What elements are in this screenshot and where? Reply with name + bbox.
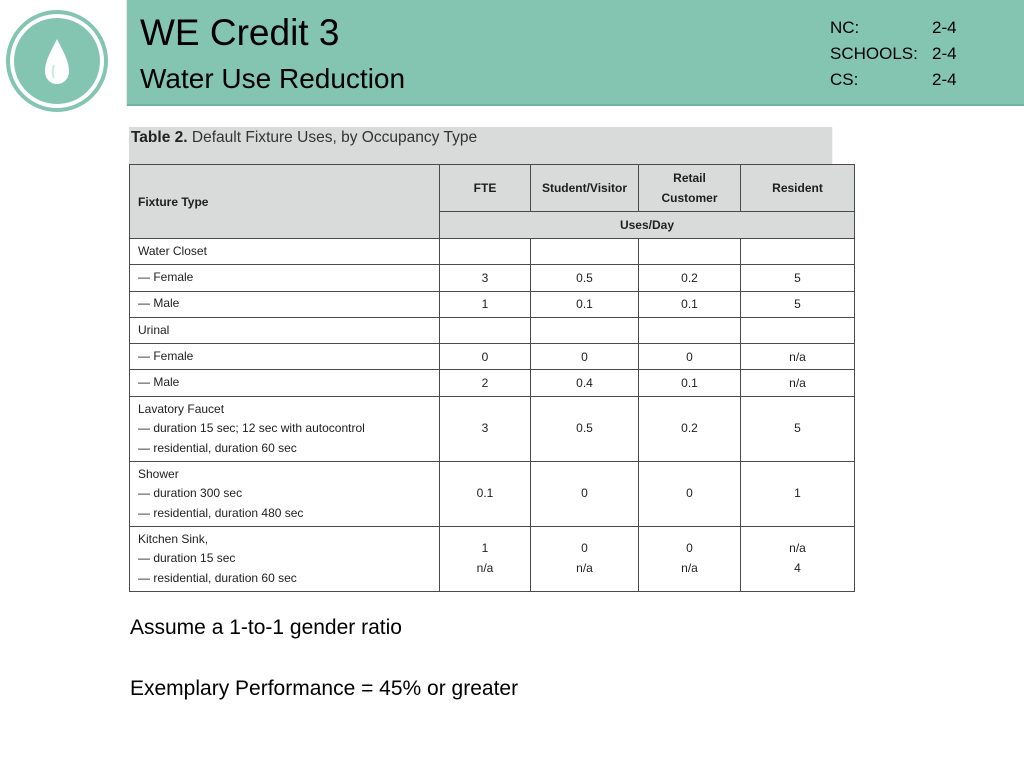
uses-value-cell: 5: [741, 291, 855, 317]
table-row: [130, 265, 855, 291]
fixture-uses-table-image: [129, 127, 854, 592]
header-retail-customer: Retail Customer: [639, 165, 741, 212]
fixture-label-line: Urinal: [138, 322, 170, 337]
uses-value-cell: 0.1: [531, 291, 639, 317]
fixture-type-cell: [130, 291, 440, 317]
table-row: [130, 291, 855, 317]
fixture-label-line: — residential, duration 60 sec: [138, 440, 297, 455]
uses-value-cell: 0 n/a: [531, 526, 639, 591]
exemplary-performance-note: Exemplary Performance = 45% or greater: [130, 677, 519, 700]
uses-value-cell: 0: [440, 344, 531, 370]
uses-value-cell: 0: [531, 344, 639, 370]
fixture-label-line: — Male: [138, 375, 180, 390]
uses-value-cell: [639, 317, 741, 343]
fixture-label-line: Lavatory Faucet: [138, 401, 225, 416]
credit-value: 2-4: [932, 18, 957, 37]
fixture-label-line: — Female: [138, 349, 194, 364]
uses-value-cell: 3: [440, 396, 531, 461]
uses-value-cell: 0.2: [639, 396, 741, 461]
uses-value-cell: 5: [741, 396, 855, 461]
uses-value-cell: 3: [440, 265, 531, 291]
notes: [130, 614, 518, 736]
uses-value-cell: 0.4: [531, 370, 639, 396]
credit-label: NC:: [830, 18, 860, 37]
uses-value-cell: 2: [440, 370, 531, 396]
fixture-label-line: Water Closet: [138, 243, 207, 258]
credit-label: CS:: [830, 70, 859, 89]
credit-row-nc: [830, 15, 957, 41]
fixture-label-line: — residential, duration 480 sec: [138, 505, 304, 520]
table-row: [130, 370, 855, 396]
fixture-label-line: Kitchen Sink,: [138, 531, 209, 546]
uses-value-cell: 0: [639, 461, 741, 526]
table-caption-prefix: Table 2.: [130, 129, 188, 146]
fixture-label-line: — Male: [138, 296, 180, 311]
uses-value-cell: 0.2: [639, 265, 741, 291]
slide-header: [127, 0, 1024, 106]
credit-value: 2-4: [932, 70, 957, 89]
table-row: [130, 239, 855, 265]
header-fte: FTE: [440, 165, 531, 212]
credit-value: 2-4: [932, 44, 957, 63]
uses-value-cell: 0.5: [531, 265, 639, 291]
table-row: [130, 317, 855, 343]
fixture-type-cell: [130, 265, 440, 291]
credit-row-schools: [830, 41, 957, 67]
uses-value-cell: [639, 239, 741, 265]
gender-ratio-note: Assume a 1-to-1 gender ratio: [130, 616, 402, 639]
header-fixture-type: Fixture Type: [130, 165, 440, 239]
fixture-uses-table: [129, 164, 855, 592]
uses-value-cell: [531, 317, 639, 343]
uses-value-cell: 0: [531, 461, 639, 526]
fixture-type-cell: [130, 239, 440, 265]
uses-value-cell: [531, 239, 639, 265]
table-body: [130, 239, 855, 592]
page-subtitle: Water Use Reduction: [140, 63, 406, 94]
uses-value-cell: 1: [440, 291, 531, 317]
table-row: [130, 344, 855, 370]
fixture-label-line: Shower: [138, 466, 179, 481]
uses-value-cell: 1 n/a: [440, 526, 531, 591]
table-caption: [129, 127, 832, 164]
credit-points: [830, 15, 957, 93]
credit-row-cs: [830, 67, 957, 93]
logo: [0, 0, 128, 106]
uses-value-cell: n/a 4: [741, 526, 855, 591]
uses-value-cell: 5: [741, 265, 855, 291]
table-row: [130, 461, 855, 526]
water-drop-icon: [3, 7, 111, 115]
uses-value-cell: [741, 317, 855, 343]
uses-value-cell: n/a: [741, 370, 855, 396]
fixture-label-line: — duration 300 sec: [138, 486, 243, 501]
fixture-type-cell: [130, 396, 440, 461]
uses-value-cell: 0.1: [440, 461, 531, 526]
header-student-visitor: Student/Visitor: [531, 165, 639, 212]
uses-value-cell: 0.1: [639, 291, 741, 317]
uses-value-cell: [440, 317, 531, 343]
fixture-type-cell: [130, 317, 440, 343]
uses-value-cell: 0.5: [531, 396, 639, 461]
uses-value-cell: 1: [741, 461, 855, 526]
fixture-type-cell: [130, 370, 440, 396]
header-uses-per-day: Uses/Day: [440, 212, 855, 239]
uses-value-cell: 0.1: [639, 370, 741, 396]
fixture-type-cell: [130, 461, 440, 526]
credit-label: SCHOOLS:: [830, 44, 918, 63]
fixture-type-cell: [130, 526, 440, 591]
uses-value-cell: [741, 239, 855, 265]
page-title: WE Credit 3: [140, 12, 340, 53]
uses-value-cell: 0 n/a: [639, 526, 741, 591]
uses-value-cell: 0: [639, 344, 741, 370]
fixture-label-line: — duration 15 sec: [138, 551, 236, 566]
table-row: [130, 396, 855, 461]
fixture-label-line: — duration 15 sec; 12 sec with autocontrol: [138, 421, 365, 436]
uses-value-cell: n/a: [741, 344, 855, 370]
fixture-label-line: — Female: [138, 270, 194, 285]
uses-value-cell: [440, 239, 531, 265]
table-caption-text: Default Fixture Uses, by Occupancy Type: [187, 129, 478, 146]
fixture-type-cell: [130, 344, 440, 370]
table-row: [130, 526, 855, 591]
fixture-label-line: — residential, duration 60 sec: [138, 570, 297, 585]
header-resident: Resident: [741, 165, 855, 212]
